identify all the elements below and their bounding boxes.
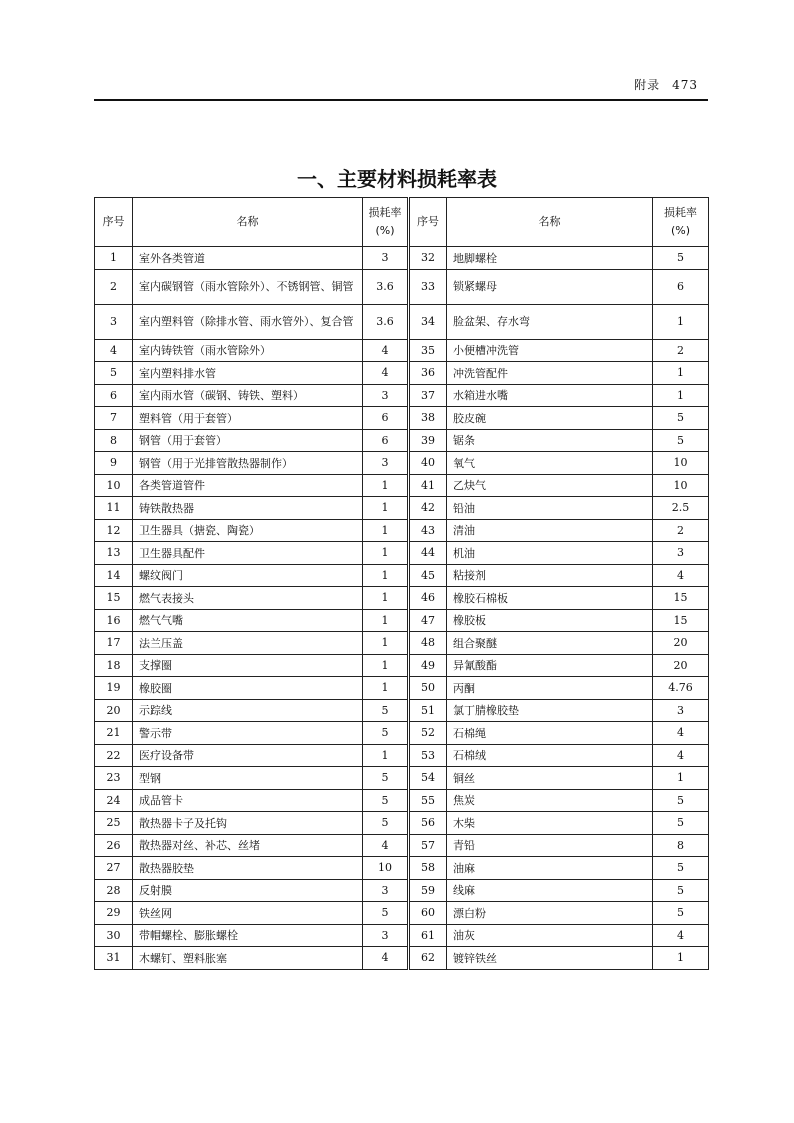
rate-cell: 3 bbox=[653, 542, 709, 565]
name-cell: 带帽螺栓、膨胀螺栓 bbox=[133, 924, 363, 947]
rate-cell: 4 bbox=[363, 339, 409, 362]
name-cell: 散热器卡子及托钩 bbox=[133, 812, 363, 835]
table-row bbox=[95, 789, 709, 812]
name-cell: 钢管（用于光排管散热器制作） bbox=[133, 452, 363, 475]
rate-cell: 4.76 bbox=[653, 677, 709, 700]
table-row bbox=[95, 474, 709, 497]
rate-cell: 1 bbox=[363, 609, 409, 632]
col-seq-header-right: 序号 bbox=[409, 198, 447, 247]
name-cell: 漂白粉 bbox=[447, 902, 653, 925]
rate-cell: 5 bbox=[653, 247, 709, 270]
table-row bbox=[95, 744, 709, 767]
seq-cell: 11 bbox=[95, 497, 133, 520]
rate-cell: 20 bbox=[653, 654, 709, 677]
name-cell: 清油 bbox=[447, 519, 653, 542]
seq-cell: 47 bbox=[409, 609, 447, 632]
seq-cell: 49 bbox=[409, 654, 447, 677]
rate-cell: 3.6 bbox=[363, 304, 409, 339]
header-rule bbox=[94, 99, 708, 101]
table-row bbox=[95, 632, 709, 655]
rate-cell: 4 bbox=[363, 362, 409, 385]
seq-cell: 55 bbox=[409, 789, 447, 812]
rate-header-line2: (%) bbox=[375, 224, 395, 237]
rate-cell: 5 bbox=[653, 902, 709, 925]
name-cell: 卫生器具配件 bbox=[133, 542, 363, 565]
name-cell: 乙炔气 bbox=[447, 474, 653, 497]
rate-cell: 5 bbox=[653, 407, 709, 430]
table-header-row bbox=[95, 198, 709, 247]
rate-cell: 3 bbox=[363, 384, 409, 407]
rate-cell: 2 bbox=[653, 339, 709, 362]
seq-cell: 9 bbox=[95, 452, 133, 475]
name-cell: 橡胶板 bbox=[447, 609, 653, 632]
name-cell: 塑料管（用于套管） bbox=[133, 407, 363, 430]
rate-cell: 3 bbox=[363, 247, 409, 270]
rate-cell: 3 bbox=[653, 699, 709, 722]
name-cell: 冲洗管配件 bbox=[447, 362, 653, 385]
seq-cell: 58 bbox=[409, 857, 447, 880]
name-cell: 氧气 bbox=[447, 452, 653, 475]
name-cell: 机油 bbox=[447, 542, 653, 565]
rate-cell: 1 bbox=[653, 362, 709, 385]
table-row bbox=[95, 452, 709, 475]
rate-cell: 1 bbox=[363, 474, 409, 497]
seq-cell: 52 bbox=[409, 722, 447, 745]
seq-cell: 17 bbox=[95, 632, 133, 655]
seq-cell: 51 bbox=[409, 699, 447, 722]
rate-cell: 20 bbox=[653, 632, 709, 655]
rate-cell: 5 bbox=[363, 699, 409, 722]
seq-cell: 31 bbox=[95, 947, 133, 970]
table-row bbox=[95, 304, 709, 339]
name-cell: 石棉绳 bbox=[447, 722, 653, 745]
seq-cell: 5 bbox=[95, 362, 133, 385]
seq-cell: 41 bbox=[409, 474, 447, 497]
table-row bbox=[95, 564, 709, 587]
seq-cell: 56 bbox=[409, 812, 447, 835]
seq-cell: 45 bbox=[409, 564, 447, 587]
table-row bbox=[95, 902, 709, 925]
table-row bbox=[95, 834, 709, 857]
table-row bbox=[95, 269, 709, 304]
col-rate-header bbox=[363, 198, 409, 247]
seq-cell: 18 bbox=[95, 654, 133, 677]
seq-cell: 54 bbox=[409, 767, 447, 790]
rate-cell: 5 bbox=[653, 879, 709, 902]
rate-cell: 3 bbox=[363, 452, 409, 475]
rate-cell: 5 bbox=[363, 789, 409, 812]
rate-cell: 10 bbox=[653, 452, 709, 475]
name-cell: 木螺钉、塑料胀塞 bbox=[133, 947, 363, 970]
rate-cell: 10 bbox=[363, 857, 409, 880]
seq-cell: 39 bbox=[409, 429, 447, 452]
seq-cell: 2 bbox=[95, 269, 133, 304]
table-row bbox=[95, 542, 709, 565]
rate-cell: 5 bbox=[363, 902, 409, 925]
seq-cell: 7 bbox=[95, 407, 133, 430]
name-cell: 锁紧螺母 bbox=[447, 269, 653, 304]
material-loss-table bbox=[94, 197, 709, 970]
seq-cell: 57 bbox=[409, 834, 447, 857]
seq-cell: 22 bbox=[95, 744, 133, 767]
name-cell: 油灰 bbox=[447, 924, 653, 947]
rate-cell: 15 bbox=[653, 609, 709, 632]
rate-cell: 4 bbox=[363, 947, 409, 970]
table-row bbox=[95, 384, 709, 407]
name-cell: 散热器胶垫 bbox=[133, 857, 363, 880]
rate-cell: 5 bbox=[363, 812, 409, 835]
name-cell: 异氰酸酯 bbox=[447, 654, 653, 677]
rate-cell: 6 bbox=[653, 269, 709, 304]
seq-cell: 15 bbox=[95, 587, 133, 610]
rate-cell: 1 bbox=[363, 497, 409, 520]
table-row bbox=[95, 767, 709, 790]
table-body bbox=[95, 247, 709, 970]
name-cell: 医疗设备带 bbox=[133, 744, 363, 767]
rate-cell: 5 bbox=[653, 429, 709, 452]
seq-cell: 26 bbox=[95, 834, 133, 857]
col-seq-header: 序号 bbox=[95, 198, 133, 247]
name-cell: 室内雨水管（碳钢、铸铁、塑料） bbox=[133, 384, 363, 407]
seq-cell: 60 bbox=[409, 902, 447, 925]
rate-header-line1: 损耗率 bbox=[368, 206, 402, 219]
seq-cell: 30 bbox=[95, 924, 133, 947]
table-row bbox=[95, 362, 709, 385]
seq-cell: 34 bbox=[409, 304, 447, 339]
seq-cell: 13 bbox=[95, 542, 133, 565]
rate-cell: 1 bbox=[653, 767, 709, 790]
running-head bbox=[634, 76, 698, 93]
rate-cell: 1 bbox=[363, 519, 409, 542]
seq-cell: 1 bbox=[95, 247, 133, 270]
seq-cell: 36 bbox=[409, 362, 447, 385]
rate-header-line1-right: 损耗率 bbox=[664, 206, 697, 219]
name-cell: 室内铸铁管（雨水管除外） bbox=[133, 339, 363, 362]
seq-cell: 37 bbox=[409, 384, 447, 407]
seq-cell: 46 bbox=[409, 587, 447, 610]
name-cell: 线麻 bbox=[447, 879, 653, 902]
seq-cell: 10 bbox=[95, 474, 133, 497]
rate-cell: 5 bbox=[653, 857, 709, 880]
name-cell: 燃气气嘴 bbox=[133, 609, 363, 632]
name-cell: 法兰压盖 bbox=[133, 632, 363, 655]
col-name-header-right: 名称 bbox=[447, 198, 653, 247]
table-row bbox=[95, 407, 709, 430]
section-label: 附录 bbox=[634, 78, 661, 92]
name-cell: 氯丁腈橡胶垫 bbox=[447, 699, 653, 722]
name-cell: 钢管（用于套管） bbox=[133, 429, 363, 452]
rate-cell: 3.6 bbox=[363, 269, 409, 304]
table-row bbox=[95, 857, 709, 880]
name-cell: 室内塑料排水管 bbox=[133, 362, 363, 385]
name-cell: 铁丝网 bbox=[133, 902, 363, 925]
rate-cell: 1 bbox=[363, 542, 409, 565]
name-cell: 铅油 bbox=[447, 497, 653, 520]
seq-cell: 32 bbox=[409, 247, 447, 270]
table-row bbox=[95, 677, 709, 700]
rate-cell: 4 bbox=[653, 744, 709, 767]
name-cell: 型钢 bbox=[133, 767, 363, 790]
rate-cell: 1 bbox=[363, 677, 409, 700]
rate-cell: 15 bbox=[653, 587, 709, 610]
seq-cell: 19 bbox=[95, 677, 133, 700]
table-row bbox=[95, 519, 709, 542]
seq-cell: 29 bbox=[95, 902, 133, 925]
table-row bbox=[95, 699, 709, 722]
name-cell: 粘接剂 bbox=[447, 564, 653, 587]
rate-cell: 2.5 bbox=[653, 497, 709, 520]
name-cell: 胶皮碗 bbox=[447, 407, 653, 430]
seq-cell: 53 bbox=[409, 744, 447, 767]
rate-cell: 4 bbox=[653, 722, 709, 745]
name-cell: 丙酮 bbox=[447, 677, 653, 700]
rate-cell: 5 bbox=[653, 812, 709, 835]
rate-cell: 5 bbox=[653, 789, 709, 812]
name-cell: 焦炭 bbox=[447, 789, 653, 812]
rate-cell: 4 bbox=[653, 564, 709, 587]
name-cell: 散热器对丝、补芯、丝堵 bbox=[133, 834, 363, 857]
rate-cell: 5 bbox=[363, 767, 409, 790]
seq-cell: 43 bbox=[409, 519, 447, 542]
seq-cell: 62 bbox=[409, 947, 447, 970]
rate-cell: 2 bbox=[653, 519, 709, 542]
table-row bbox=[95, 812, 709, 835]
rate-cell: 4 bbox=[653, 924, 709, 947]
name-cell: 水箱进水嘴 bbox=[447, 384, 653, 407]
rate-cell: 1 bbox=[363, 744, 409, 767]
seq-cell: 50 bbox=[409, 677, 447, 700]
rate-cell: 10 bbox=[653, 474, 709, 497]
seq-cell: 40 bbox=[409, 452, 447, 475]
name-cell: 青铅 bbox=[447, 834, 653, 857]
rate-cell: 1 bbox=[363, 587, 409, 610]
name-cell: 脸盆架、存水弯 bbox=[447, 304, 653, 339]
table-row bbox=[95, 609, 709, 632]
rate-cell: 1 bbox=[363, 654, 409, 677]
name-cell: 铜丝 bbox=[447, 767, 653, 790]
rate-cell: 3 bbox=[363, 879, 409, 902]
table-row bbox=[95, 497, 709, 520]
seq-cell: 6 bbox=[95, 384, 133, 407]
name-cell: 各类管道管件 bbox=[133, 474, 363, 497]
seq-cell: 61 bbox=[409, 924, 447, 947]
name-cell: 卫生器具（搪瓷、陶瓷） bbox=[133, 519, 363, 542]
seq-cell: 20 bbox=[95, 699, 133, 722]
name-cell: 小便槽冲洗管 bbox=[447, 339, 653, 362]
table-row bbox=[95, 339, 709, 362]
seq-cell: 3 bbox=[95, 304, 133, 339]
name-cell: 反射膜 bbox=[133, 879, 363, 902]
table-row bbox=[95, 247, 709, 270]
table-row bbox=[95, 879, 709, 902]
seq-cell: 48 bbox=[409, 632, 447, 655]
name-cell: 地脚螺栓 bbox=[447, 247, 653, 270]
rate-cell: 5 bbox=[363, 722, 409, 745]
name-cell: 油麻 bbox=[447, 857, 653, 880]
seq-cell: 28 bbox=[95, 879, 133, 902]
rate-cell: 4 bbox=[363, 834, 409, 857]
table-row bbox=[95, 722, 709, 745]
name-cell: 木柴 bbox=[447, 812, 653, 835]
rate-cell: 6 bbox=[363, 407, 409, 430]
seq-cell: 35 bbox=[409, 339, 447, 362]
name-cell: 室内塑料管（除排水管、雨水管外）、复合管 bbox=[133, 304, 363, 339]
name-cell: 锯条 bbox=[447, 429, 653, 452]
name-cell: 室内碳钢管（雨水管除外）、不锈钢管、铜管 bbox=[133, 269, 363, 304]
seq-cell: 12 bbox=[95, 519, 133, 542]
table-row bbox=[95, 947, 709, 970]
seq-cell: 33 bbox=[409, 269, 447, 304]
rate-cell: 1 bbox=[363, 632, 409, 655]
rate-header-line2-right: (%) bbox=[670, 224, 691, 237]
name-cell: 燃气表接头 bbox=[133, 587, 363, 610]
rate-cell: 3 bbox=[363, 924, 409, 947]
table-row bbox=[95, 654, 709, 677]
seq-cell: 44 bbox=[409, 542, 447, 565]
name-cell: 组合聚醚 bbox=[447, 632, 653, 655]
seq-cell: 21 bbox=[95, 722, 133, 745]
seq-cell: 38 bbox=[409, 407, 447, 430]
name-cell: 支撑圈 bbox=[133, 654, 363, 677]
rate-cell: 1 bbox=[653, 304, 709, 339]
rate-cell: 6 bbox=[363, 429, 409, 452]
seq-cell: 42 bbox=[409, 497, 447, 520]
seq-cell: 16 bbox=[95, 609, 133, 632]
seq-cell: 8 bbox=[95, 429, 133, 452]
table-row bbox=[95, 587, 709, 610]
name-cell: 螺纹阀门 bbox=[133, 564, 363, 587]
seq-cell: 4 bbox=[95, 339, 133, 362]
table-row bbox=[95, 924, 709, 947]
name-cell: 示踪线 bbox=[133, 699, 363, 722]
seq-cell: 25 bbox=[95, 812, 133, 835]
name-cell: 镀锌铁丝 bbox=[447, 947, 653, 970]
name-cell: 警示带 bbox=[133, 722, 363, 745]
col-name-header: 名称 bbox=[133, 198, 363, 247]
name-cell: 石棉绒 bbox=[447, 744, 653, 767]
table-row bbox=[95, 429, 709, 452]
rate-cell: 8 bbox=[653, 834, 709, 857]
rate-cell: 1 bbox=[653, 384, 709, 407]
seq-cell: 23 bbox=[95, 767, 133, 790]
seq-cell: 27 bbox=[95, 857, 133, 880]
name-cell: 橡胶圈 bbox=[133, 677, 363, 700]
seq-cell: 14 bbox=[95, 564, 133, 587]
name-cell: 成品管卡 bbox=[133, 789, 363, 812]
seq-cell: 24 bbox=[95, 789, 133, 812]
name-cell: 铸铁散热器 bbox=[133, 497, 363, 520]
col-rate-header-right bbox=[653, 198, 709, 247]
name-cell: 室外各类管道 bbox=[133, 247, 363, 270]
name-cell: 橡胶石棉板 bbox=[447, 587, 653, 610]
rate-cell: 1 bbox=[653, 947, 709, 970]
seq-cell: 59 bbox=[409, 879, 447, 902]
page-number: 473 bbox=[672, 78, 698, 92]
rate-cell: 1 bbox=[363, 564, 409, 587]
page-title: 一、主要材料损耗率表 bbox=[297, 167, 497, 191]
